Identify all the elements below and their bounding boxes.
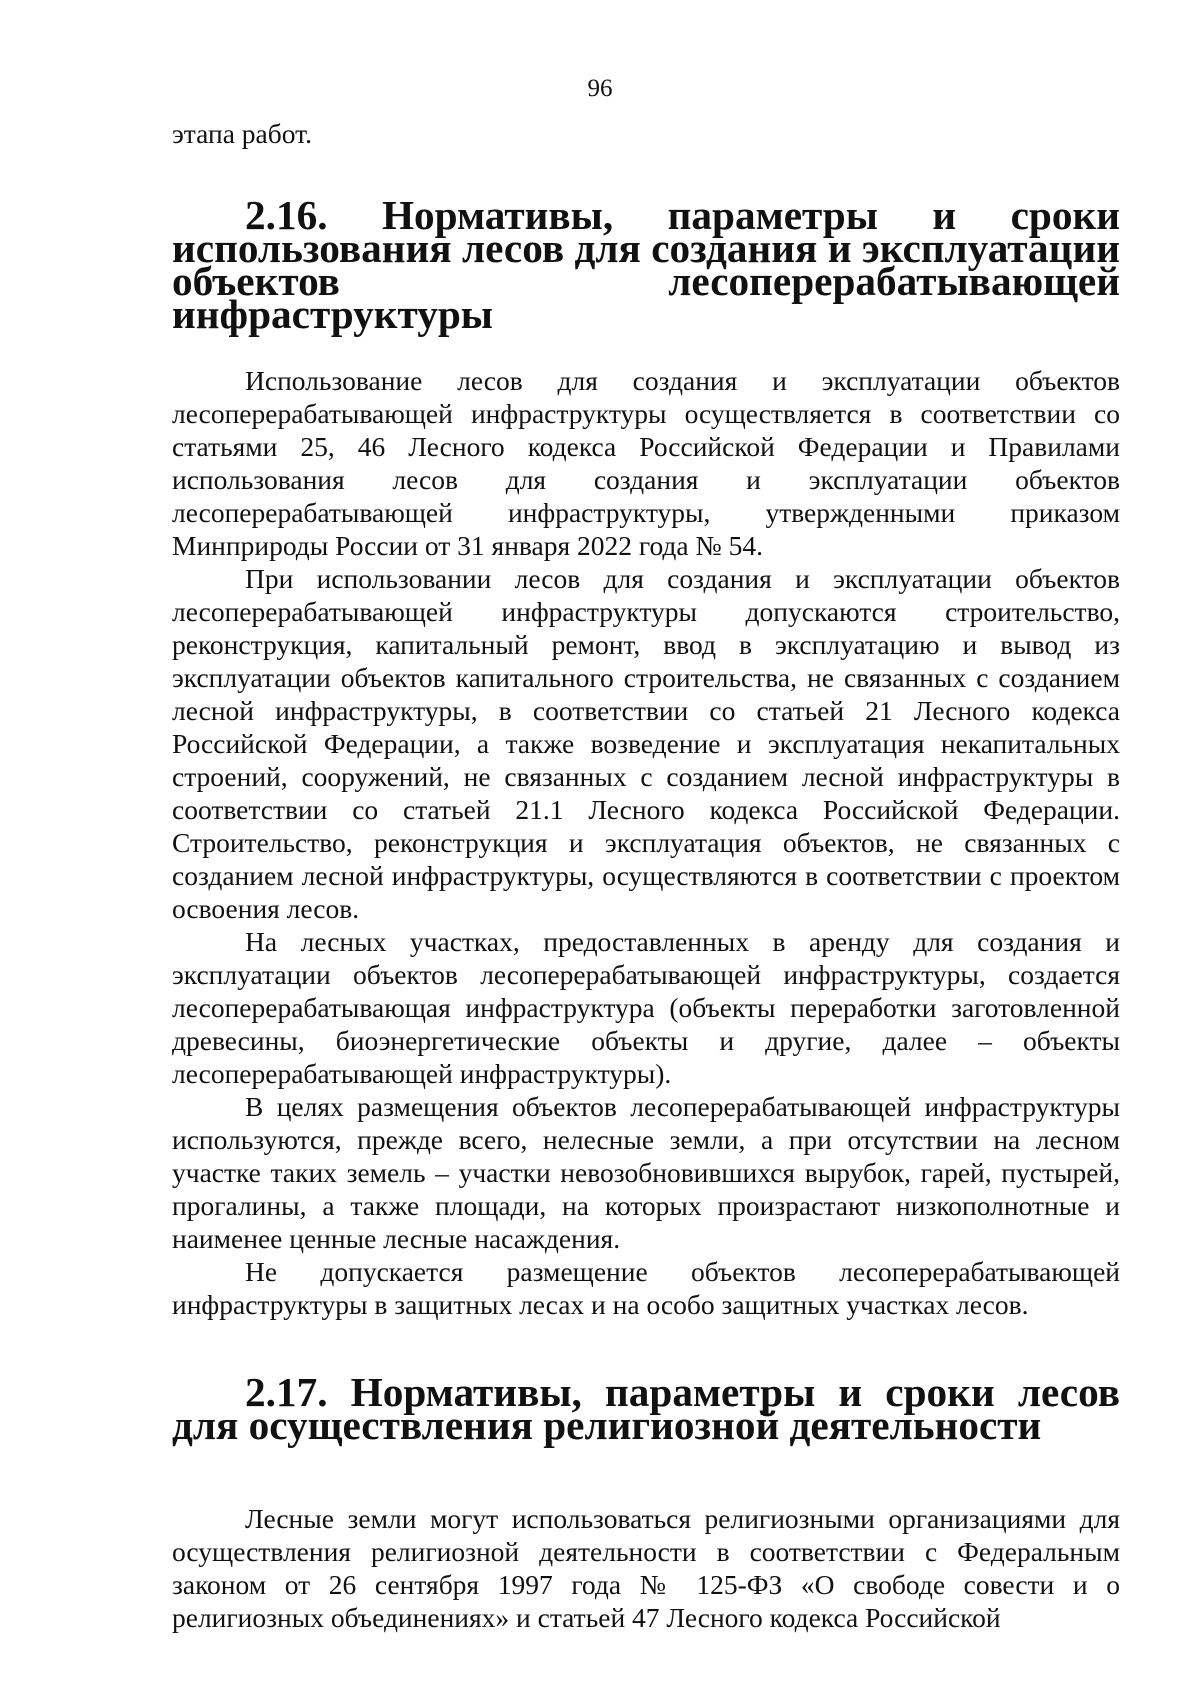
paragraph: Не допускается размещение объектов лесоперерабатывающей инфраструктуры в защитных лесах и на особо защитных участках лесов.: [172, 1256, 1120, 1320]
section-2-16: [172, 192, 1120, 1321]
paragraph: На лесных участках, предоставленных в аренду для создания и эксплуатации объектов лесоперерабатывающей инфраструктуры, создается лесоперерабатывающая инфраструктура (объекты переработки заготовленной древесины, биоэнергетические объекты и другие, далее – объекты лесоперерабатывающей инфраструктуры).: [172, 926, 1120, 1089]
paragraph: В целях размещения объектов лесоперерабатывающей инфраструктуры используются, прежде всего, нелесные земли, а при отсутствии на лесном участке таких земель – участки невозобновившихся вырубок, гарей, пустырей, прогалины, а также площади, на которых произрастают низкополнотные и наименее ценные лесные насаждения.: [172, 1091, 1120, 1254]
section-heading: 2.16. Нормативы, параметры и сроки использования лесов для создания и эксплуатации объектов лесоперерабатывающей инфраструктуры: [172, 192, 1120, 337]
paragraph: При использовании лесов для создания и эксплуатации объектов лесоперерабатывающей инфраструктуры допускаются строительство, реконструкция, капитальный ремонт, ввод в эксплуатацию и вывод из эксплуатации объектов капитального строительства, не связанных с созданием лесной инфраструктуры, в соответствии со статьей 21 Лесного кодекса Российской Федерации, а также возведение и эксплуатация некапитальных строений, сооружений, не связанных с созданием лесной инфраструктуры в соответствии со статьей 21.1 Лесного кодекса Российской Федерации. Строительство, реконструкция и эксплуатация объектов, не связанных с созданием лесной инфраструктуры, осуществляются в соответствии с проектом освоения лесов.: [172, 563, 1120, 924]
paragraph: Использование лесов для создания и эксплуатации объектов лесоперерабатывающей инфраструктуры осуществляется в соответствии со статьями 25, 46 Лесного кодекса Российской Федерации и Правилами использования лесов для создания и эксплуатации объектов лесоперерабатывающей инфраструктуры, утвержденными приказом Минприроды России от 31 января 2022 года № 54.: [172, 365, 1120, 561]
section-heading: 2.17. Нормативы, параметры и сроки лесов для осуществления религиозной деятельности: [172, 1369, 1120, 1448]
page-number: 96: [587, 75, 613, 102]
spacer: [172, 1321, 1120, 1376]
spacer: [172, 1442, 1120, 1502]
paragraph: Лесные земли могут использоваться религиозными организациями для осуществления религиозной деятельности в соответствии с Федеральным законом от 26 сентября 1997 года № 125-ФЗ «О свободе совести и о религиозных объединениях» и статьей 47 Лесного кодекса Российской: [172, 1503, 1120, 1633]
page-content: [172, 117, 1120, 1634]
intro-fragment: этапа работ.: [172, 118, 312, 149]
section-2-17: [172, 1369, 1120, 1634]
